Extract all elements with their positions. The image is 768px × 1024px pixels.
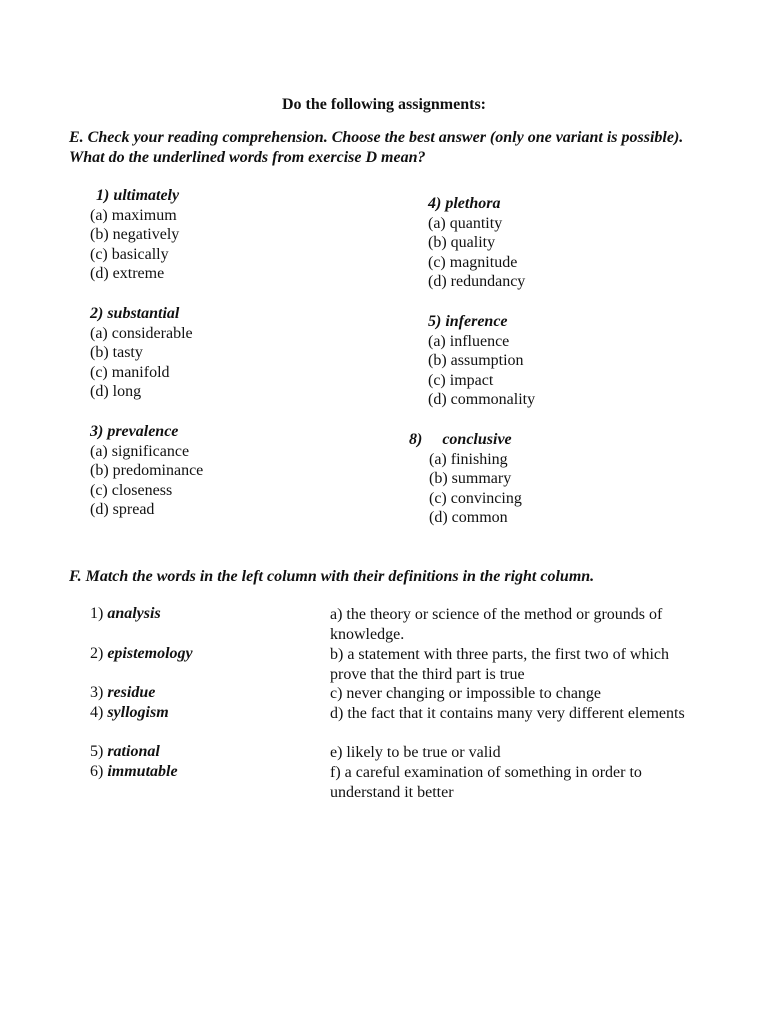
match-word-3	[90, 684, 155, 702]
option-c: (c) impact	[428, 371, 494, 389]
word-number: 5)	[90, 743, 108, 760]
option-b: (b) assumption	[428, 352, 524, 370]
question-title: 1) ultimately	[96, 187, 180, 204]
question-8	[409, 430, 522, 528]
match-word-5	[90, 743, 160, 761]
definition-b: b) a statement with three parts, the first two of which prove that the third part is true	[330, 646, 670, 683]
option-c: (c) basically	[90, 245, 169, 263]
question-title: 4) plethora	[428, 195, 501, 212]
page-heading: Do the following assignments:	[281, 96, 486, 113]
word-number: 6)	[90, 763, 108, 780]
definition-a: a) the theory or science of the method or grounds of knowledge.	[330, 606, 663, 643]
option-b: (b) summary	[429, 470, 512, 488]
question-3	[90, 422, 203, 520]
option-c: (c) closeness	[90, 481, 173, 499]
word-number: 4)	[90, 704, 108, 721]
question-2	[90, 304, 193, 402]
option-a: (a) influence	[428, 332, 510, 350]
question-title: 3) prevalence	[90, 423, 179, 440]
word-term: epistemology	[107, 645, 193, 662]
definition-d: d) the fact that it contains many very different elements	[330, 705, 685, 722]
word-number: 2)	[90, 645, 108, 662]
match-word-1	[90, 605, 161, 623]
option-b: (b) quality	[428, 234, 496, 252]
exercise-f-instruction: F. Match the words in the left column with their definitions in the right column.	[69, 568, 595, 585]
option-a: (a) quantity	[428, 214, 503, 232]
question-title: 5) inference	[428, 313, 508, 330]
word-term: immutable	[107, 763, 178, 780]
definition-f: f) a careful examination of something in order to understand it better	[330, 764, 642, 801]
option-b: (b) tasty	[90, 344, 143, 362]
match-word-6	[90, 763, 178, 781]
option-b: (b) negatively	[90, 226, 180, 244]
question-title: 8) conclusive	[409, 431, 512, 448]
word-term: residue	[107, 684, 156, 701]
option-c: (c) manifold	[90, 363, 170, 381]
option-a: (a) finishing	[429, 450, 508, 468]
word-term: rational	[107, 743, 160, 760]
word-number: 3)	[90, 684, 108, 701]
option-a: (a) maximum	[90, 206, 177, 224]
word-number: 1)	[90, 605, 108, 622]
question-1	[90, 186, 179, 284]
match-word-4	[90, 704, 169, 722]
option-c: (c) magnitude	[428, 253, 518, 271]
question-4	[428, 194, 525, 292]
option-d: (d) redundancy	[428, 273, 526, 291]
word-term: syllogism	[107, 704, 169, 721]
option-d: (d) extreme	[90, 265, 165, 283]
match-word-2	[90, 645, 193, 663]
exercise-e-instruction: E. Check your reading comprehension. Choose the best answer (only one variant is possible). What do the underlined words from exercise D mean?	[69, 129, 684, 166]
option-d: (d) common	[429, 509, 508, 527]
question-5	[428, 312, 535, 410]
question-title: 2) substantial	[90, 305, 180, 322]
option-a: (a) significance	[90, 442, 190, 460]
definition-c: c) never changing or impossible to change	[330, 685, 602, 702]
word-term: analysis	[107, 605, 161, 622]
option-d: (d) spread	[90, 501, 155, 519]
option-a: (a) considerable	[90, 324, 193, 342]
option-d: (d) long	[90, 383, 142, 401]
option-d: (d) commonality	[428, 391, 536, 409]
definition-e: e) likely to be true or valid	[330, 744, 501, 761]
option-b: (b) predominance	[90, 462, 204, 480]
option-c: (c) convincing	[429, 489, 522, 507]
